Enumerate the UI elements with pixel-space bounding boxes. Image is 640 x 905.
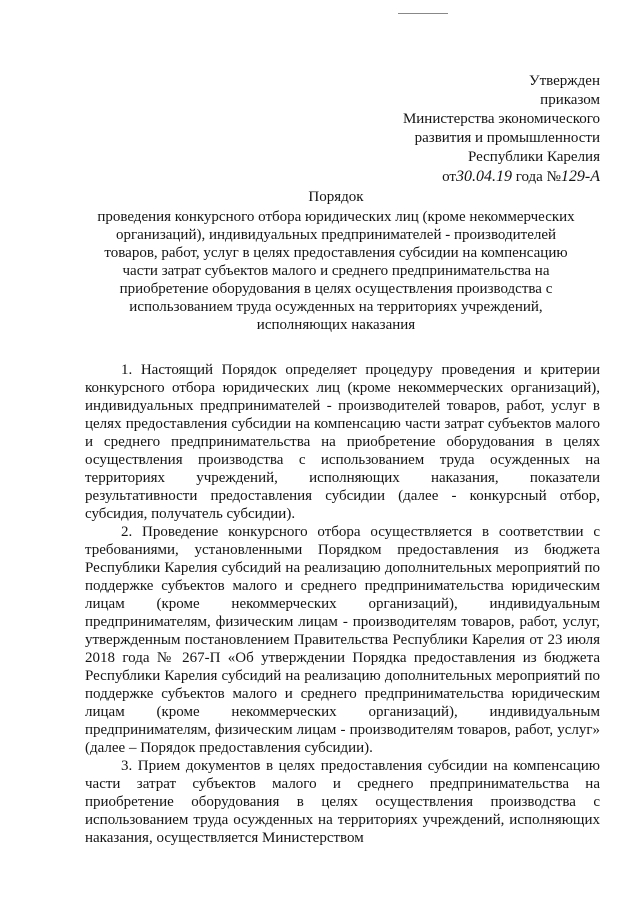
approval-date-line	[403, 167, 600, 187]
paragraph: 1. Настоящий Порядок определяет процедуру проведения и критерии конкурсного отбора юридических лиц (кроме некоммерческих организаций), индивидуальных предпринимателей - производителей товаров, работ, услуг в целях предоставления субсидии на компенсацию части затрат субъектов малого и среднего предпринимательства на приобретение оборудования в целях осуществления производства с использованием труда осужденных на территориях учреждений, исполняющих наказания, показатели результативности предоставления субсидии (далее - конкурсный отбор, субсидия, получатель субсидии).	[85, 362, 600, 522]
approval-line: развития и промышленности	[414, 130, 600, 146]
approval-line: приказом	[540, 92, 600, 108]
year-word: года	[515, 169, 543, 185]
date-prefix: от	[442, 169, 456, 185]
title-heading: Порядок	[308, 189, 364, 205]
document-body	[85, 361, 600, 847]
paragraph: 2. Проведение конкурсного отбора осуществляется в соответствии с требованиями, установленными Порядком предоставления из бюджета Республики Карелия субсидий на реализацию дополнительных мероприятий по поддержке субъектов малого и среднего предпринимательства юридическим лицам (кроме некоммерческих организаций), индивидуальным предпринимателям, физическим лицам - производителям товаров, работ, услуг, утвержденным постановлением Правительства Республики Карелия от 23 июля 2018 года № 267-П «Об утверждении Порядка предоставления из бюджета Республики Карелия субсидий на реализацию дополнительных мероприятий по поддержке субъектов малого и среднего предпринимательства юридическим лицам (кроме некоммерческих организаций), индивидуальным предпринимателям, физическим лицам - производителям товаров, работ, услуг» (далее – Порядок предоставления субсидии).	[85, 524, 600, 756]
handwritten-date: 30.04.19	[455, 168, 512, 185]
number-sign: №	[546, 169, 561, 185]
approval-block	[403, 72, 600, 187]
approval-line: Министерства экономического	[402, 111, 600, 127]
approval-line: Утвержден	[528, 73, 600, 89]
document-title	[88, 188, 584, 334]
top-scan-mark	[398, 13, 448, 14]
paragraph: 3. Прием документов в целях предоставления субсидии на компенсацию части затрат субъектов малого и среднего предпринимательства на приобретение оборудования в целях осуществления производства с использованием труда осужденных на территориях учреждений, исполняющих наказания, осуществляется Министерством	[85, 758, 600, 846]
handwritten-number: 129-А	[560, 168, 600, 185]
approval-line: Республики Карелия	[467, 149, 600, 165]
title-text: проведения конкурсного отбора юридических лиц (кроме некоммерческих организаций), индивидуальных предпринимателей - производителей товаров, работ, услуг в целях предоставления субсидии на компенсацию части затрат субъектов малого и среднего предпринимательства на приобретение оборудования в целях осуществления производства с использованием труда осужденных на территориях учреждений, исполняющих наказания	[97, 209, 575, 333]
